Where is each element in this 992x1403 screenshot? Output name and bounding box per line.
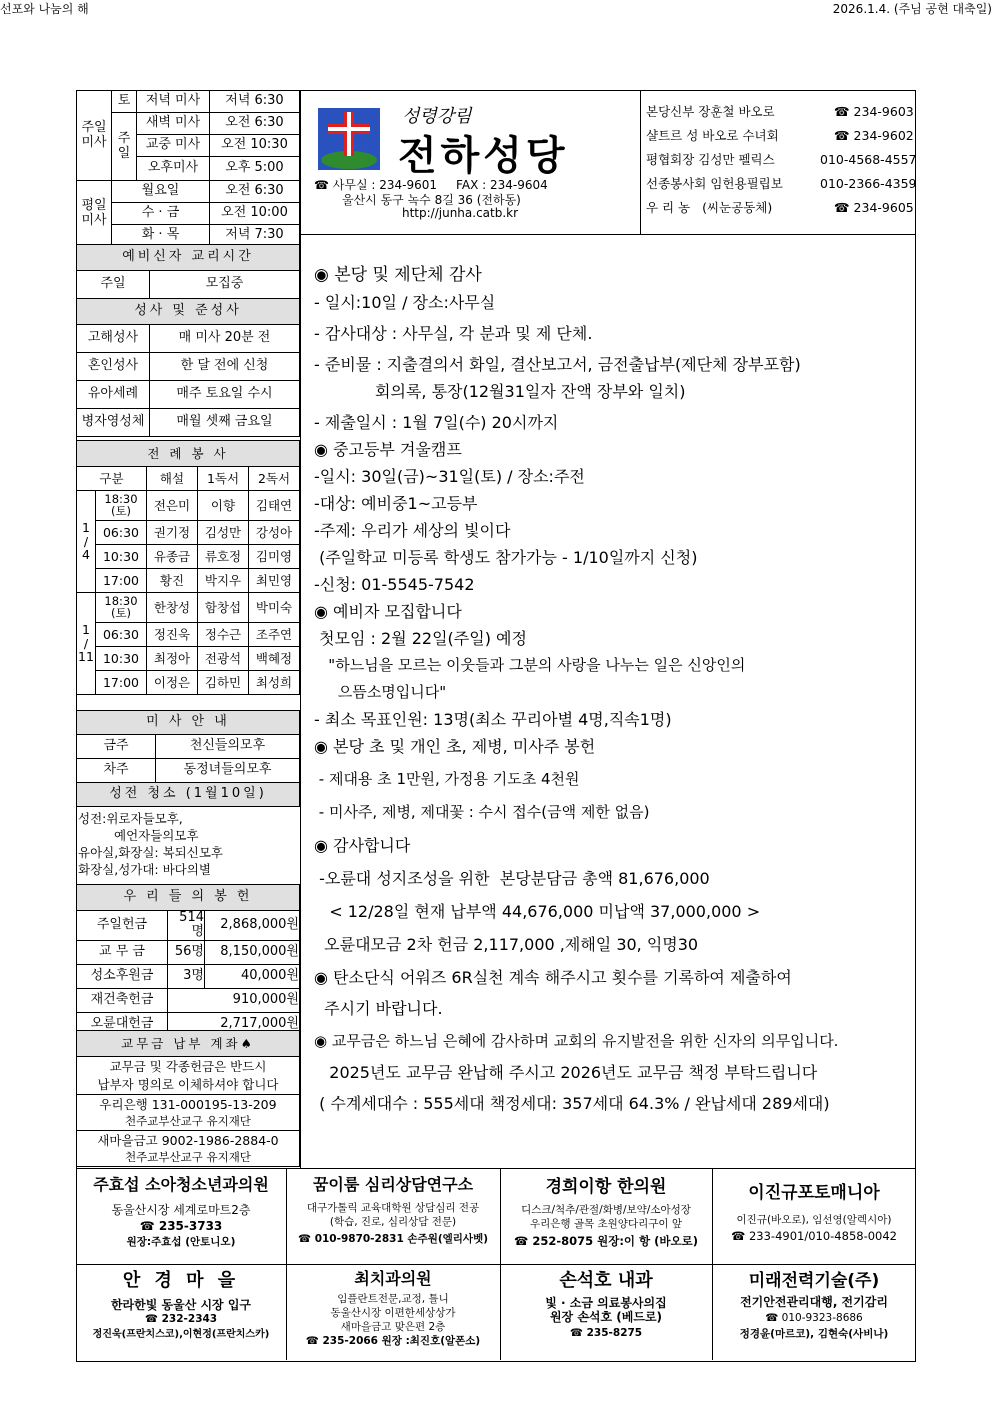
saturday-label: 토: [112, 91, 137, 113]
account-owner: 천주교부산교구 유지재단: [125, 1149, 251, 1164]
table-cell: 함창섭: [198, 593, 249, 623]
row-key: 재건축헌금: [77, 988, 168, 1012]
ad-line: 디스크/척추/관절/화병/보약/소아성장: [521, 1204, 691, 1216]
table-cell: 이향: [198, 491, 249, 521]
sunday-label: 주 일: [112, 113, 137, 181]
weekday-time: 저녁 7:30: [210, 225, 300, 247]
table-cell: 정진욱: [147, 623, 198, 647]
section-heading: 성사 및 준성사: [77, 299, 300, 325]
ad-line: 한라한빛 동울산 시장 입구: [110, 1298, 252, 1312]
mass-time: 오전 10:30: [210, 135, 300, 157]
mass-time: 오전 6:30: [210, 113, 300, 135]
weekday-name: 월요일: [112, 181, 210, 203]
cleaning-line: 화장실,성가대: 바다의별: [78, 862, 211, 877]
table-cell: 06:30: [96, 521, 147, 545]
table-cell: 17:00: [96, 569, 147, 593]
table-cell: 10:30: [96, 647, 147, 671]
ad-phone[interactable]: ☎ 235-3733: [139, 1219, 223, 1233]
contact-row: [646, 100, 916, 124]
table-cell: 이정은: [147, 671, 198, 695]
section-heading: 미 사 안 내: [77, 711, 300, 735]
row-key: 차주: [77, 759, 156, 783]
notice-line: 으뜸소명입니다": [314, 683, 447, 701]
cleaning-list: [78, 810, 300, 878]
mass-name: 오후미사: [137, 157, 210, 181]
notice-line: - 일시:10일 / 장소:사무실: [314, 293, 496, 312]
notice-heading: ◉ 감사합니다: [314, 836, 411, 855]
row-key: 병자영성체: [77, 409, 150, 437]
ad-line: 원장:주효섭 (안토니오): [126, 1236, 236, 1248]
table-cell: 18:30 (토): [96, 593, 147, 623]
mass-name: 저녁 미사: [137, 91, 210, 113]
table-cell: 김성만: [198, 521, 249, 545]
bulletin-motto: 선포와 나눔의 해: [0, 2, 89, 16]
table-cell: 류호정: [198, 545, 249, 569]
account-table: [76, 1030, 300, 1167]
mass-name: 새벽 미사: [137, 113, 210, 135]
ad-title: 꿈이룸 심리상담연구소: [312, 1175, 474, 1194]
church-logo: [318, 108, 380, 170]
contact-tel[interactable]: ☎ 234-9605: [834, 200, 914, 215]
table-cell: 박미숙: [249, 593, 300, 623]
contact-name: 샬트르 성 바오로 수녀회: [646, 128, 779, 143]
notice-line: - 제대용 초 1만원, 가정용 기도초 4천원: [314, 770, 580, 788]
liturgy-table: [76, 440, 300, 695]
contact-row: [646, 148, 916, 172]
church-subtitle: 성령강림: [402, 106, 472, 127]
ad-line: 빛 · 소금 의료봉사의집: [545, 1296, 667, 1310]
row-value: 매주 토요일 수시: [150, 381, 300, 409]
church-name: 전하성당: [398, 132, 569, 179]
table-cell: 박지우: [198, 569, 249, 593]
ad-title: 경희이항 한의원: [545, 1177, 667, 1197]
section-heading: 성전 청소 (1월10일): [77, 783, 300, 807]
ad-line: 전기안전관리대행, 전기감리: [740, 1295, 888, 1309]
contact-row: [646, 124, 916, 148]
church-phone: ☎ 사무실 : 234-9601 FAX : 234-9604: [314, 178, 548, 192]
bank-account: 새마을금고 9002-1986-2884-0: [97, 1132, 279, 1148]
row-value: 동정녀들의모후: [156, 759, 300, 783]
offering-table: [76, 884, 300, 1037]
ad-box: [502, 1266, 710, 1358]
row-key: 유아세례: [77, 381, 150, 409]
row-key: 고해성사: [77, 325, 150, 353]
contact-list: [646, 100, 916, 220]
ad-line: 대구가톨릭 교육대학원 상담심리 전공: [306, 1202, 480, 1214]
bank-account: 우리은행 131-000195-13-209: [99, 1096, 277, 1112]
ad-box: [78, 1172, 284, 1262]
mass-info-table: [76, 710, 300, 807]
row-key: 교 무 금: [77, 940, 168, 964]
column-header: 구분: [77, 467, 147, 491]
ad-phone[interactable]: ☎ 010-9870-2831 손주원(엘리사벳): [297, 1233, 489, 1245]
account-owner: 천주교부산교구 유지재단: [125, 1113, 251, 1128]
notice-heading: ◉ 본당 및 제단체 감사: [314, 265, 482, 285]
row-value: 2,717,000원: [168, 1012, 300, 1036]
mass-schedule: [76, 90, 300, 247]
ad-line: 이진규(바오로), 임선영(알렉시아): [736, 1214, 892, 1226]
table-cell: 10:30: [96, 545, 147, 569]
notice-heading: ◉ 본당 초 및 개인 초, 제병, 미사주 봉헌: [314, 737, 596, 756]
weekday-time: 오전 10:00: [210, 203, 300, 225]
account-note: 교무금 및 각종헌금은 반드시: [109, 1058, 267, 1074]
ad-box: [502, 1172, 710, 1262]
contact-name: 평협회장 김성만 펠릭스: [646, 152, 775, 167]
ad-title: 이진규포토매니아: [748, 1183, 880, 1203]
row-value: 매 미사 20분 전: [150, 325, 300, 353]
column-header: 1독서: [198, 467, 249, 491]
ad-title: 안 경 마 을: [122, 1270, 240, 1291]
catechumen-table: [76, 244, 300, 437]
contact-tel[interactable]: ☎ 234-9603: [834, 104, 914, 119]
ad-line: 새마을금고 맞은편 2층: [340, 1321, 446, 1333]
ad-line: 원장 손석호 (베드로): [549, 1310, 663, 1324]
bulletin-date: 2026.1.4. (주님 공현 대축일): [832, 2, 992, 16]
notice-line: 첫모임 : 2월 22일(주일) 예정: [314, 629, 527, 648]
notice-line: -주제: 우리가 세상의 빛이다: [314, 521, 511, 540]
notice-line: - 제출일시 : 1월 7일(수) 20시까지: [314, 413, 559, 432]
ad-title: 주효섭 소아청소년과의원: [93, 1175, 269, 1194]
row-value: 매월 셋째 금요일: [150, 409, 300, 437]
table-cell: 권기정: [147, 521, 198, 545]
ad-box: [78, 1266, 284, 1358]
table-cell: 최정아: [147, 647, 198, 671]
table-cell: 백혜정: [249, 647, 300, 671]
table-cell: 황진: [147, 569, 198, 593]
ad-title: 최치과의원: [354, 1269, 432, 1288]
notice-heading: ◉ 중고등부 겨울캠프: [314, 440, 462, 459]
row-key: 혼인성사: [77, 353, 150, 381]
notice-heading: ◉ 교무금은 하느님 은혜에 감사하며 교회의 유지발전을 위한 신자의 의무입니다.: [314, 1032, 839, 1050]
ad-box: [288, 1266, 498, 1358]
row-count: 56명: [168, 940, 205, 964]
mass-name: 교중 미사: [137, 135, 210, 157]
ad-phone[interactable]: ☎ 235-8275: [569, 1327, 643, 1339]
table-cell: 김하민: [198, 671, 249, 695]
column-header: 2독서: [249, 467, 300, 491]
table-cell: 17:00: [96, 671, 147, 695]
weekday-name: 화 · 목: [112, 225, 210, 247]
cleaning-line: 예언자들의모후: [114, 828, 199, 843]
sunday-mass-label: 주일 미사: [77, 91, 112, 181]
row-value: 한 달 전에 신청: [150, 353, 300, 381]
contact-tel[interactable]: 010-4568-4557: [820, 152, 917, 167]
ad-phone[interactable]: ☎ 235-2066 원장 :최진호(알폰소): [305, 1335, 481, 1347]
notice-line: 오륜대모금 2차 헌금 2,117,000 ,제해일 30, 익명30: [314, 935, 699, 954]
table-cell: 조주연: [249, 623, 300, 647]
liturgy-date: 1 / 4: [77, 491, 96, 593]
column-header: 해설: [147, 467, 198, 491]
contact-tel[interactable]: 010-2366-4359: [820, 176, 917, 191]
row-value: 8,150,000원: [205, 940, 300, 964]
ad-box: [714, 1172, 914, 1262]
ad-phone[interactable]: ☎ 252-8075 원장:이 항 (바오로): [514, 1234, 698, 1248]
row-value: 40,000원: [205, 964, 300, 988]
section-heading: 전 례 봉 사: [77, 441, 300, 467]
weekday-name: 수 · 금: [112, 203, 210, 225]
ad-line: 정경윤(마르코), 김현숙(사비나): [739, 1328, 889, 1340]
row-key: 금주: [77, 735, 156, 759]
ad-phone[interactable]: ☎ 232-2343: [144, 1313, 218, 1325]
ad-line: 동울산시장 이편한세상상가: [330, 1307, 456, 1319]
church-address: 울산시 동구 녹수 8길 36 (전하동): [342, 193, 521, 207]
notice-line: - 감사대상 : 사무실, 각 분과 및 제 단체.: [314, 324, 593, 343]
contact-name: 본당신부 장훈철 바오로: [646, 104, 775, 119]
table-cell: 한창성: [147, 593, 198, 623]
row-count: 3명: [168, 964, 205, 988]
ad-phone[interactable]: ☎ 010-9323-8686: [765, 1312, 863, 1324]
row-value: 천신들의모후: [156, 735, 300, 759]
account-note: 납부자 명의로 이체하셔야 합니다: [97, 1076, 279, 1092]
table-cell: 김미영: [249, 545, 300, 569]
ad-title: 미래전력기술(주): [748, 1271, 880, 1291]
liturgy-date: 1 / 11: [77, 593, 96, 695]
row-key: 성소후원금: [77, 964, 168, 988]
row-key: 주일: [77, 271, 150, 299]
notice-line: - 준비물 : 지출결의서 화일, 결산보고서, 금전출납부(제단체 장부포함): [314, 355, 801, 374]
ad-line: 임플란트전문,교정, 틀니: [337, 1293, 449, 1305]
contact-row: [646, 196, 916, 220]
mass-time: 저녁 6:30: [210, 91, 300, 113]
ad-line: (학습, 진로, 심리상담 전문): [329, 1216, 457, 1228]
table-cell: 유종금: [147, 545, 198, 569]
notice-line: 회의록, 통장(12월31일자 잔액 장부와 일치): [314, 382, 686, 401]
notice-line: -오륜대 성지조성을 위한 본당분담금 총액 81,676,000: [314, 869, 710, 888]
table-cell: 18:30 (토): [96, 491, 147, 521]
contact-tel[interactable]: ☎ 234-9602: [834, 128, 914, 143]
contact-row: [646, 172, 916, 196]
table-cell: 최성희: [249, 671, 300, 695]
notice-line: - 최소 목표인원: 13명(최소 꾸리아별 4명,직속1명): [314, 710, 672, 729]
row-count: 514명: [168, 911, 205, 941]
notice-line: -일시: 30일(금)~31일(토) / 장소:주전: [314, 467, 585, 486]
notice-heading: ◉ 예비자 모집합니다: [314, 602, 462, 621]
cleaning-line: 성전:위로자들모후,: [78, 811, 183, 826]
notice-line: ( 수계세대수 : 555세대 책정세대: 357세대 64.3% / 완납세대 289세대): [314, 1094, 830, 1113]
notice-line: (주일학교 미등록 학생도 참가가능 - 1/10일까지 신청): [314, 548, 698, 567]
cross-logo-icon: [318, 108, 380, 170]
row-value: 2,868,000원: [205, 911, 300, 941]
row-key: 오륜대헌금: [77, 1012, 168, 1036]
ad-box: [714, 1266, 914, 1358]
notice-line: -대상: 예비중1~고등부: [314, 494, 478, 513]
notice-line: - 미사주, 제병, 제대꽃 : 수시 접수(금액 제한 없음): [314, 803, 650, 821]
ad-box: [288, 1172, 498, 1262]
table-cell: 김태연: [249, 491, 300, 521]
row-key: 주일헌금: [77, 911, 168, 941]
notice-line: 2025년도 교무금 완납해 주시고 2026년도 교무금 책정 부탁드립니다: [314, 1063, 818, 1082]
ad-line: 동울산시장 세계로마트2층: [111, 1203, 251, 1217]
notice-list: [314, 262, 912, 1117]
mass-time: 오후 5:00: [210, 157, 300, 181]
cleaning-line: 유아실,화장실: 복되신모후: [78, 845, 223, 860]
notice-line: -신청: 01-5545-7542: [314, 575, 475, 594]
notice-heading: ◉ 탄소단식 어워즈 6R실천 계속 해주시고 횟수를 기록하여 제출하여: [314, 968, 792, 987]
table-cell: 최민영: [249, 569, 300, 593]
row-value: 910,000원: [168, 988, 300, 1012]
section-heading: 교무금 납부 계좌♠: [77, 1031, 300, 1057]
ad-phone[interactable]: ☎ 233-4901/010-4858-0042: [730, 1229, 897, 1243]
table-cell: 06:30: [96, 623, 147, 647]
section-heading: 우 리 들 의 봉 헌: [77, 885, 300, 911]
weekday-time: 오전 6:30: [210, 181, 300, 203]
contact-name: 우 리 농 (씨눈공동체): [646, 200, 773, 215]
notice-line: < 12/28일 현재 납부액 44,676,000 미납액 37,000,000 >: [314, 902, 761, 921]
notice-line: 주시기 바랍니다.: [314, 999, 443, 1018]
ad-line: 정진욱(프란치스코),이현정(프란치스카): [92, 1329, 270, 1340]
table-cell: 전은미: [147, 491, 198, 521]
row-value: 모집중: [150, 271, 300, 299]
contact-name: 선종봉사회 임헌용필립보: [646, 176, 783, 191]
notice-line: "하느님을 모르는 이웃들과 그분의 사랑을 나누는 일은 신앙인의: [314, 656, 746, 674]
table-cell: 전광석: [198, 647, 249, 671]
church-url[interactable]: http://junha.catb.kr: [402, 206, 519, 220]
table-cell: 정수근: [198, 623, 249, 647]
ad-title: 손석호 내과: [559, 1270, 653, 1291]
section-heading: 예비신자 교리시간: [77, 245, 300, 271]
table-cell: 강성아: [249, 521, 300, 545]
ad-line: 우리은행 골목 초원양다리구이 앞: [529, 1218, 682, 1230]
weekday-mass-label: 평일 미사: [77, 181, 112, 247]
